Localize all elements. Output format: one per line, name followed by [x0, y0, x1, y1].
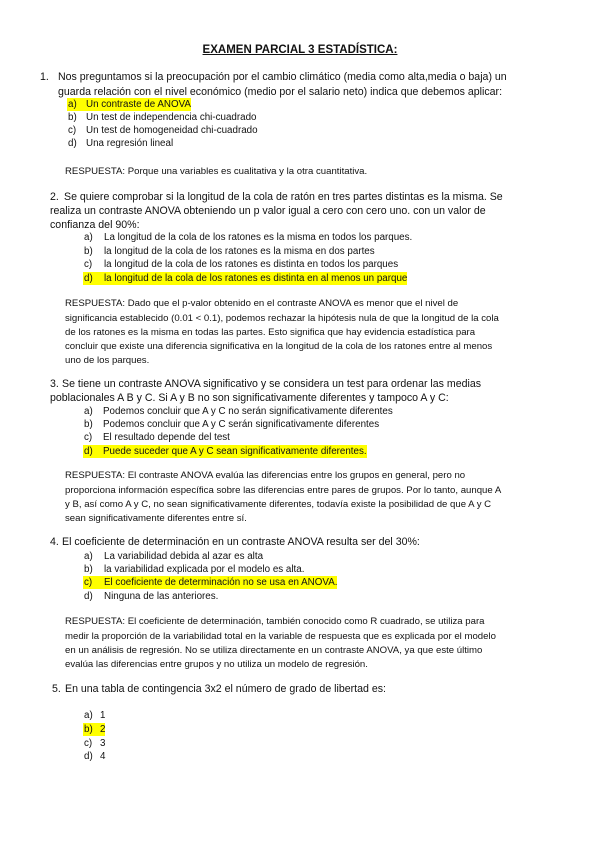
option-letter: d) — [84, 591, 93, 602]
answer-option — [83, 405, 393, 418]
answer-explanation-line: concluir que existe una diferencia significativa en la longitud de la cola de los ratones entre al menos — [65, 341, 493, 352]
option-text: El coeficiente de determinación no se usa en ANOVA. — [104, 577, 338, 588]
option-text: la longitud de la cola de los ratones es distinta en al menos un parque — [104, 273, 408, 284]
question-number: 3. — [50, 378, 59, 390]
option-text: Una regresión lineal — [86, 138, 174, 149]
answer-explanation-line: RESPUESTA: El contraste ANOVA evalúa las diferencias entre los grupos en general, pero no — [65, 470, 466, 481]
answer-option — [83, 737, 105, 750]
option-letter: b) — [84, 419, 93, 430]
question-number: 4. — [50, 536, 59, 548]
answer-option-highlighted — [83, 445, 367, 458]
answer-explanation-line: medir la proporción de la variabilidad total en la variable de respuesta que es explicada por el modelo — [65, 631, 496, 642]
option-text: la longitud de la cola de los ratones es distinta en todos los parques — [104, 259, 399, 270]
answer-explanation-line: proporciona información específica sobre las diferencias entre pares de grupos. Por lo tanto, aunque A — [65, 485, 502, 496]
answer-option — [83, 231, 412, 244]
option-letter: a) — [68, 99, 77, 110]
option-letter: b) — [84, 724, 93, 735]
answer-explanation-line: RESPUESTA: Dado que el p-valor obtenido en el contraste ANOVA es menor que el nivel de — [65, 298, 459, 309]
answer-explanation-line: sean significativamente diferentes entre sí. — [65, 513, 247, 524]
option-letter: b) — [68, 112, 77, 123]
answer-explanation-line: RESPUESTA: El coeficiente de determinación, también conocido como R cuadrado, se utiliza para — [65, 616, 485, 627]
question-text-line: El coeficiente de determinación en un contraste ANOVA resulta ser del 30%: — [62, 536, 420, 548]
option-letter: a) — [84, 551, 93, 562]
answer-explanation-line: RESPUESTA: Porque una variables es cualitativa y la otra cuantitativa. — [65, 166, 368, 177]
option-text: Un test de independencia chi-cuadrado — [86, 112, 257, 123]
answer-option — [67, 124, 258, 137]
option-letter: a) — [84, 406, 93, 417]
option-letter: d) — [84, 751, 93, 762]
option-letter: d) — [84, 446, 93, 457]
answer-explanation-line: uno de los parques. — [65, 355, 150, 366]
option-letter: d) — [84, 273, 93, 284]
option-letter: a) — [84, 710, 93, 721]
answer-option-highlighted — [83, 576, 337, 589]
answer-option-highlighted — [83, 723, 105, 736]
answer-explanation-line: significancia establecido (0.01 < 0.1), podemos rechazar la hipótesis nula de que la longitud de la cola — [65, 313, 499, 324]
question-number: 1. — [40, 71, 49, 83]
answer-explanation-line: de los ratones es la misma en todas las partes. Esto significa que hay evidencia estadística para — [65, 327, 476, 338]
answer-explanation-line: y B, así como A y C, no sean significativamente diferentes, todavía existe la posibilidad de que A y C — [65, 499, 492, 510]
page-title — [0, 44, 600, 56]
option-letter: b) — [84, 564, 93, 575]
question-text-line: Se quiere comprobar si la longitud de la cola de ratón en tres partes distintas es la misma. Se — [64, 191, 503, 203]
question-text-line: Nos preguntamos si la preocupación por el cambio climático (media como alta,media o baja) un — [58, 71, 507, 83]
answer-option — [83, 418, 379, 431]
answer-explanation-line: en un análisis de regresión. No se utiliza directamente en un contraste ANOVA, ya que este último — [65, 645, 483, 656]
option-text: 1 — [100, 710, 106, 721]
question-text-line: poblacionales A B y C. Si A y B no son significativamente diferentes y tampoco A y C: — [50, 392, 449, 404]
answer-option-highlighted — [67, 98, 191, 111]
answer-option — [83, 431, 230, 444]
option-letter: d) — [68, 138, 77, 149]
option-letter: c) — [84, 577, 93, 588]
option-text: 2 — [100, 724, 106, 735]
answer-option — [83, 258, 398, 271]
answer-option — [83, 550, 263, 563]
option-text: El resultado depende del test — [103, 432, 230, 443]
question-text-line: confianza del 90%: — [50, 219, 140, 231]
option-text: Un contraste de ANOVA — [86, 99, 191, 110]
question-text-line: En una tabla de contingencia 3x2 el número de grado de libertad es: — [65, 683, 386, 695]
answer-option — [83, 245, 375, 258]
answer-option — [83, 590, 218, 603]
option-text: 4 — [100, 751, 106, 762]
option-text: Podemos concluir que A y C no serán significativamente diferentes — [103, 406, 393, 417]
option-letter: c) — [84, 738, 93, 749]
option-letter: c) — [68, 125, 77, 136]
option-text: La longitud de la cola de los ratones es la misma en todos los parques. — [104, 232, 413, 243]
answer-option — [83, 750, 105, 763]
option-text: La variabilidad debida al azar es alta — [104, 551, 264, 562]
option-letter: c) — [84, 259, 93, 270]
option-text: Puede suceder que A y C sean significativamente diferentes. — [103, 446, 367, 457]
answer-option — [67, 137, 173, 150]
option-text: Podemos concluir que A y C serán significativamente diferentes — [103, 419, 380, 430]
question-number: 5. — [52, 683, 61, 695]
option-letter: c) — [84, 432, 93, 443]
answer-option-highlighted — [83, 272, 407, 285]
answer-explanation-line: evalúa las diferencias entre grupos y no utiliza un modelo de regresión. — [65, 659, 368, 670]
option-text: Un test de homogeneidad chi-cuadrado — [86, 125, 258, 136]
answer-option — [67, 111, 256, 124]
question-text-line: Se tiene un contraste ANOVA significativo y se considera un test para ordenar las medias — [62, 378, 482, 390]
option-text: Ninguna de las anteriores. — [104, 591, 219, 602]
option-letter: a) — [84, 232, 93, 243]
title-text: EXAMEN PARCIAL 3 ESTADÍSTICA: — [202, 44, 398, 56]
answer-option — [83, 563, 304, 576]
option-letter: b) — [84, 246, 93, 257]
question-text-line: guarda relación con el nivel económico (medio por el salario neto) indica que debemos aplicar: — [58, 86, 503, 98]
answer-option — [83, 709, 105, 722]
question-number: 2. — [50, 191, 59, 203]
option-text: la variabilidad explicada por el modelo es alta. — [104, 564, 305, 575]
option-text: 3 — [100, 738, 106, 749]
question-text-line: realiza un contraste ANOVA obteniendo un p valor igual a cero con cero uno. con un valor de — [50, 205, 486, 217]
option-text: la longitud de la cola de los ratones es la misma en dos partes — [104, 246, 375, 257]
